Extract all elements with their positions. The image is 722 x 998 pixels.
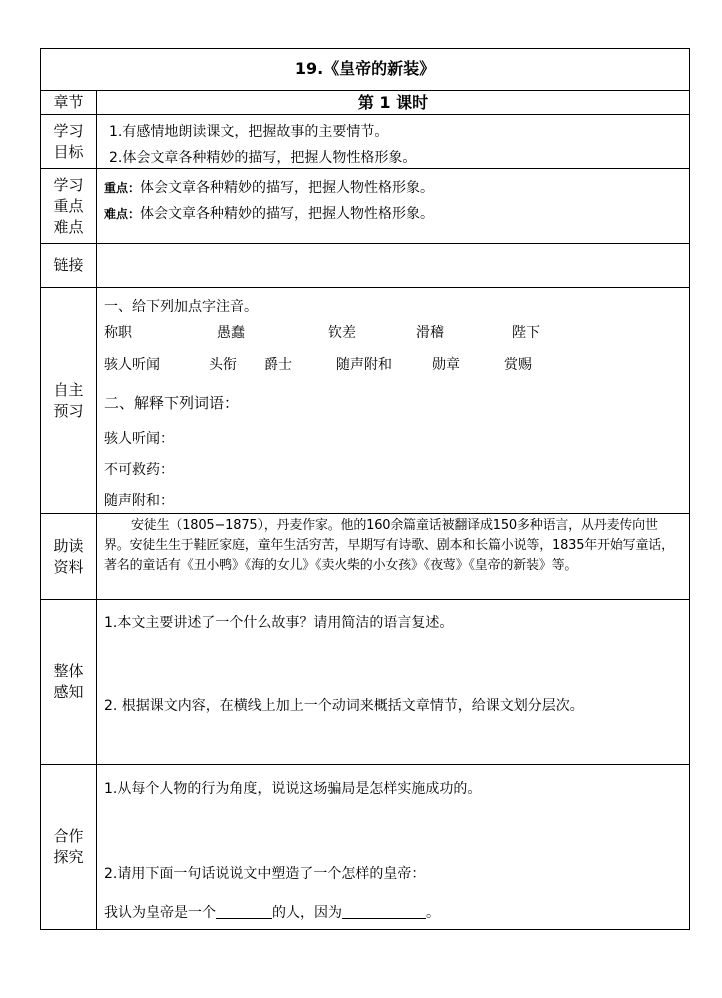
goal-item: 2.体会文章各种精妙的描写，把握人物性格形象。 [109,150,417,166]
link-row [41,244,689,288]
explore-label: 合作探究 [41,765,97,929]
preview-row [41,288,689,514]
focus-row [41,169,689,244]
explore-question-1: 1.从每个人物的行为角度，说说这场骗局是怎样实施成功的。 [104,781,482,797]
overall-label: 整体感知 [41,600,97,764]
preview-part2-title: 二、解释下列词语： [104,394,240,412]
pinyin-word: 勋章 [432,357,460,373]
pinyin-word: 陛下 [512,325,540,341]
pinyin-word: 钦差 [328,325,356,341]
reading-paragraph: 安徒生（1805−1875），丹麦作家。他的160余篇童话被翻译成150多种语言，从丹麦传向世界。安徒生生于鞋匠家庭，童年生活穷苦，早期写有诗歌、剧本和长篇小说等，1835年开始写童话，著名的童话有《丑小鸭》《海的女儿》《卖火柴的小女孩》《夜莺》《皇帝的新装》等。 [104,518,674,573]
fill-text-b: 的人，因为 [272,905,342,921]
link-label: 链接 [41,244,97,287]
answer-blank-2[interactable] [342,904,426,919]
term-item: 随声附和： [104,493,174,509]
preview-label: 自主预习 [41,288,97,513]
reading-row [41,514,689,600]
overall-question-1: 1.本文主要讲述了一个什么故事？请用简洁的语言复述。 [104,615,454,631]
fill-in-sentence [104,902,440,922]
difficult-point-prefix: 难点： [104,207,141,221]
title-row [41,49,689,91]
goal-item: 1.有感情地朗读课文，把握故事的主要情节。 [109,124,389,140]
preview-part1-title: 一、给下列加点字注音。 [104,299,258,315]
goals-row [41,115,689,169]
link-content [97,244,689,287]
pinyin-word: 头衔 [209,357,237,373]
difficult-point-text: 体会文章各种精妙的描写，把握人物性格形象。 [140,206,435,222]
chapter-value: 第 1 课时 [357,93,429,112]
chapter-label: 章节 [41,91,97,114]
overall-row [41,600,689,765]
overall-question-2: 2. 根据课文内容，在横线上加上一个动词来概括文章情节，给课文划分层次。 [104,698,584,714]
reading-label: 助读资料 [41,514,97,599]
chapter-row [41,91,689,115]
pinyin-word: 滑稽 [416,325,444,341]
pinyin-word: 爵士 [264,357,292,373]
term-item: 不可救药： [104,462,174,478]
pinyin-word: 称职 [104,325,132,341]
focus-label: 学习重点难点 [41,169,97,243]
goals-label: 学习目标 [41,115,97,168]
key-point-prefix: 重点： [104,181,141,195]
study-sheet-table [40,48,690,930]
answer-blank-1[interactable] [216,904,272,919]
page-title: 19.《皇帝的新装》 [294,59,436,78]
explore-row [41,765,689,929]
key-point [104,177,434,197]
explore-question-2: 2.请用下面一句话说说文中塑造了一个怎样的皇帝： [104,866,426,882]
pinyin-word: 随声附和 [336,357,392,373]
key-point-text: 体会文章各种精妙的描写，把握人物性格形象。 [140,180,435,196]
term-item: 骇人听闻： [104,431,174,447]
difficult-point [104,203,434,223]
pinyin-word: 骇人听闻 [104,357,160,373]
fill-text-a: 我认为皇帝是一个 [104,905,216,921]
fill-text-c: 。 [426,905,440,921]
pinyin-word: 赏赐 [504,357,532,373]
pinyin-word: 愚蠢 [217,325,245,341]
